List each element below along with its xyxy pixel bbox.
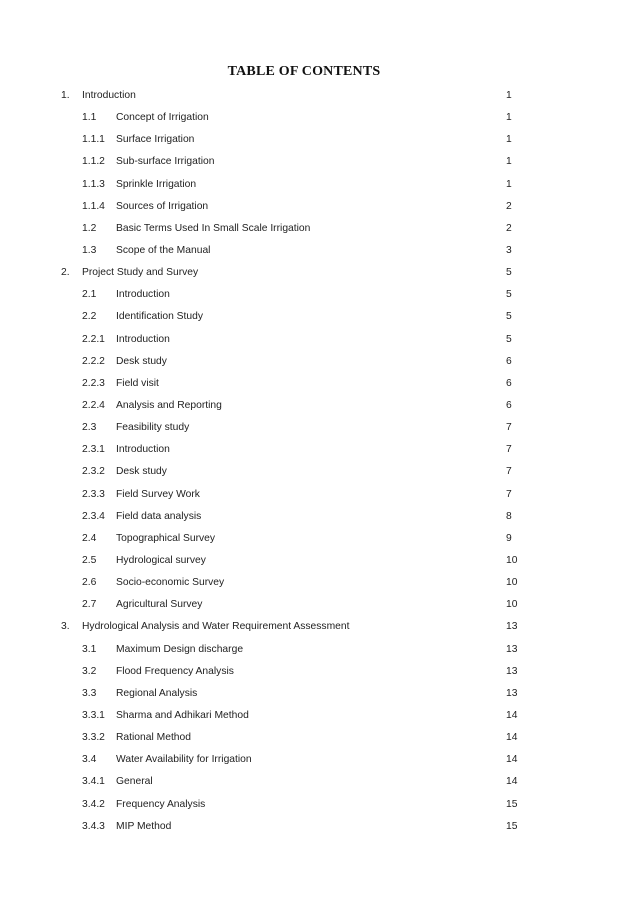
toc-entry-page: 1 bbox=[506, 90, 512, 101]
toc-entry-number: 3.4.2 bbox=[82, 798, 105, 810]
toc-entry bbox=[0, 484, 638, 506]
toc-entry bbox=[0, 284, 638, 306]
toc-entry-page: 6 bbox=[506, 377, 512, 389]
toc-entry-page: 6 bbox=[506, 399, 512, 411]
toc-entry-page: 5 bbox=[506, 311, 512, 323]
toc-entry-title: Field data analysis bbox=[116, 510, 202, 522]
toc-entry-page: 10 bbox=[506, 554, 518, 566]
toc-entry-title: Identification Study bbox=[116, 311, 204, 323]
toc-entry bbox=[0, 439, 638, 461]
toc-entry-page: 15 bbox=[506, 798, 518, 810]
toc-entry-page: 13 bbox=[506, 687, 518, 699]
toc-entry-number: 2.3.1 bbox=[82, 444, 105, 456]
toc-entry bbox=[0, 351, 638, 373]
toc-entry-number: 2.3.2 bbox=[82, 466, 105, 478]
toc-entry-title: Concept of Irrigation bbox=[116, 112, 209, 124]
toc-entry bbox=[0, 506, 638, 528]
toc-entry-page: 2 bbox=[506, 200, 512, 212]
toc-entry bbox=[0, 373, 638, 395]
toc-entry-page: 13 bbox=[506, 665, 518, 677]
toc-entry-title: MIP Method bbox=[116, 820, 172, 832]
toc-entry-number: 3.3 bbox=[82, 687, 97, 699]
toc-entry bbox=[0, 240, 638, 262]
toc-entry-number: 1.1.1 bbox=[82, 134, 105, 146]
toc-entry bbox=[0, 727, 638, 749]
toc-entry-page: 14 bbox=[506, 754, 518, 766]
toc-entry-page: 1 bbox=[506, 112, 512, 124]
toc-entry-title: Agricultural Survey bbox=[116, 599, 203, 611]
toc-entry-title: Desk study bbox=[116, 355, 167, 367]
toc-entry bbox=[0, 85, 638, 107]
toc-entry-title: Feasibility study bbox=[116, 422, 190, 434]
toc-entry-page: 7 bbox=[506, 422, 512, 434]
toc-entry-number: 2.2.4 bbox=[82, 399, 105, 411]
toc-entry-title: Analysis and Reporting bbox=[116, 399, 222, 411]
toc-entry-title: Sharma and Adhikari Method bbox=[116, 709, 249, 721]
toc-entry-number: 3.1 bbox=[82, 643, 97, 655]
toc-entry-number: 2.2.1 bbox=[82, 333, 105, 345]
toc-entry-number: 2.2 bbox=[82, 311, 97, 323]
toc-entry-number: 1.2 bbox=[82, 222, 97, 234]
toc-entry-page: 10 bbox=[506, 577, 518, 589]
toc-entry-number: 3.4 bbox=[82, 754, 97, 766]
toc-entry-title: Field visit bbox=[116, 377, 159, 389]
toc-entry-page: 13 bbox=[506, 621, 518, 633]
toc-entry bbox=[0, 816, 638, 838]
toc-entry-title: Regional Analysis bbox=[116, 687, 198, 699]
toc-entry-title: Flood Frequency Analysis bbox=[116, 665, 234, 677]
toc-entry-page: 6 bbox=[506, 355, 512, 367]
toc-entry-number: 2.1 bbox=[82, 289, 97, 301]
toc-entry-number: 1.3 bbox=[82, 244, 97, 256]
toc-entry bbox=[0, 151, 638, 173]
toc-entry bbox=[0, 616, 638, 638]
toc-entry-number: 3.2 bbox=[82, 665, 97, 677]
toc-entry-number: 1.1.2 bbox=[82, 156, 105, 168]
toc-entry-title: Introduction bbox=[82, 90, 136, 101]
toc-entry bbox=[0, 129, 638, 151]
toc-entry-number: 2.3.4 bbox=[82, 510, 105, 522]
toc-entry-title: Socio-economic Survey bbox=[116, 577, 225, 589]
toc-entry bbox=[0, 639, 638, 661]
toc-entry-number: 2.6 bbox=[82, 577, 97, 589]
toc-entry-page: 5 bbox=[506, 267, 512, 279]
toc-entry-page: 14 bbox=[506, 732, 518, 744]
toc-entry-number: 3.4.3 bbox=[82, 820, 105, 832]
toc-entry-page: 7 bbox=[506, 444, 512, 456]
toc-entry-number: 2.3.3 bbox=[82, 488, 105, 500]
toc-entry-title: Introduction bbox=[116, 289, 170, 301]
toc-entry bbox=[0, 262, 638, 284]
toc-entry-number: 2.2.3 bbox=[82, 377, 105, 389]
toc-entry bbox=[0, 683, 638, 705]
table-of-contents bbox=[0, 85, 638, 838]
toc-entry bbox=[0, 771, 638, 793]
toc-entry-page: 14 bbox=[506, 709, 518, 721]
toc-entry-page: 1 bbox=[506, 156, 512, 168]
toc-entry bbox=[0, 196, 638, 218]
toc-entry-page: 15 bbox=[506, 820, 518, 832]
toc-entry-number: 3.4.1 bbox=[82, 776, 105, 788]
toc-entry-number: 2.2.2 bbox=[82, 355, 105, 367]
toc-entry bbox=[0, 594, 638, 616]
toc-entry-title: Hydrological Analysis and Water Requirement Assessment bbox=[82, 621, 350, 633]
toc-entry bbox=[0, 794, 638, 816]
toc-entry-page: 3 bbox=[506, 244, 512, 256]
toc-entry bbox=[0, 528, 638, 550]
toc-entry-number: 2.7 bbox=[82, 599, 97, 611]
toc-entry-title: Introduction bbox=[116, 333, 170, 345]
toc-entry bbox=[0, 395, 638, 417]
toc-entry-page: 2 bbox=[506, 222, 512, 234]
toc-entry bbox=[0, 107, 638, 129]
toc-entry-page: 8 bbox=[506, 510, 512, 522]
toc-entry-title: Scope of the Manual bbox=[116, 244, 211, 256]
toc-entry-page: 9 bbox=[506, 532, 512, 544]
toc-entry-title: Frequency Analysis bbox=[116, 798, 206, 810]
toc-entry-page: 1 bbox=[506, 134, 512, 146]
toc-entry-title: Desk study bbox=[116, 466, 167, 478]
toc-entry-number: 2. bbox=[61, 267, 70, 279]
toc-entry-number: 1.1.4 bbox=[82, 200, 105, 212]
toc-entry bbox=[0, 218, 638, 240]
toc-entry-number: 2.5 bbox=[82, 554, 97, 566]
toc-entry bbox=[0, 550, 638, 572]
toc-entry bbox=[0, 306, 638, 328]
toc-entry-number: 3. bbox=[61, 621, 70, 633]
toc-entry-title: Surface Irrigation bbox=[116, 134, 195, 146]
toc-entry bbox=[0, 749, 638, 771]
toc-entry-title: General bbox=[116, 776, 153, 788]
toc-entry-title: Hydrological survey bbox=[116, 554, 206, 566]
toc-entry-title: Water Availability for Irrigation bbox=[116, 754, 252, 766]
toc-entry-page: 14 bbox=[506, 776, 518, 788]
toc-entry-page: 7 bbox=[506, 488, 512, 500]
toc-entry-title: Sub-surface Irrigation bbox=[116, 156, 215, 168]
toc-entry-title: Topographical Survey bbox=[116, 532, 216, 544]
toc-entry-page: 10 bbox=[506, 599, 518, 611]
toc-entry bbox=[0, 417, 638, 439]
page-title: TABLE OF CONTENTS bbox=[227, 64, 381, 79]
toc-entry-page: 13 bbox=[506, 643, 518, 655]
toc-entry bbox=[0, 705, 638, 727]
toc-entry-title: Introduction bbox=[116, 444, 170, 456]
toc-entry bbox=[0, 572, 638, 594]
toc-entry-number: 3.3.1 bbox=[82, 709, 105, 721]
toc-entry-number: 1.1.3 bbox=[82, 178, 105, 190]
toc-entry bbox=[0, 461, 638, 483]
toc-entry bbox=[0, 174, 638, 196]
toc-entry-page: 5 bbox=[506, 289, 512, 301]
toc-entry-number: 1. bbox=[61, 90, 70, 101]
toc-entry-page: 7 bbox=[506, 466, 512, 478]
toc-entry-number: 2.4 bbox=[82, 532, 97, 544]
toc-entry-title: Project Study and Survey bbox=[82, 267, 199, 279]
toc-entry-page: 5 bbox=[506, 333, 512, 345]
toc-entry-title: Rational Method bbox=[116, 732, 191, 744]
toc-entry-page: 1 bbox=[506, 178, 512, 190]
toc-entry bbox=[0, 661, 638, 683]
toc-entry-title: Basic Terms Used In Small Scale Irrigation bbox=[116, 222, 311, 234]
toc-entry-number: 1.1 bbox=[82, 112, 97, 124]
toc-entry-title: Sources of Irrigation bbox=[116, 200, 209, 212]
toc-entry-title: Sprinkle Irrigation bbox=[116, 178, 197, 190]
toc-entry-number: 2.3 bbox=[82, 422, 97, 434]
toc-entry-title: Maximum Design discharge bbox=[116, 643, 244, 655]
toc-entry-number: 3.3.2 bbox=[82, 732, 105, 744]
toc-entry bbox=[0, 329, 638, 351]
toc-entry-title: Field Survey Work bbox=[116, 488, 200, 500]
